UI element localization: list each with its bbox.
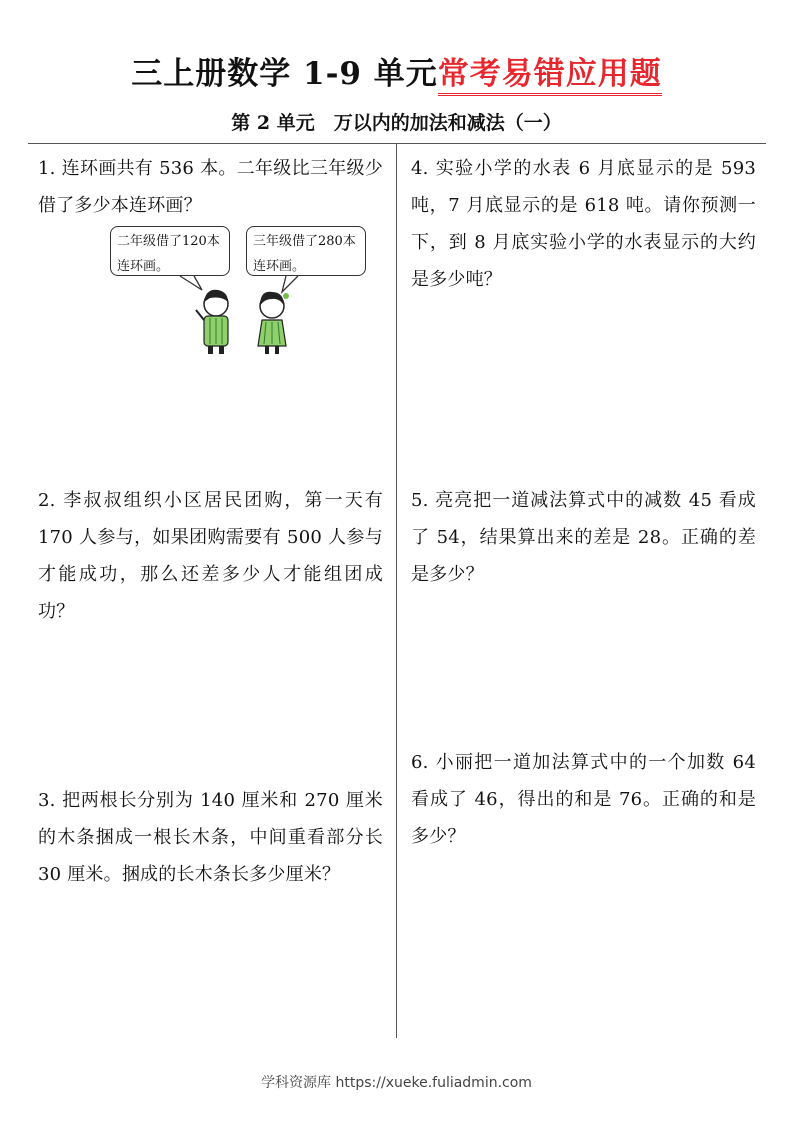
title-red: 常考易错应用题	[438, 56, 662, 96]
page-title	[0, 48, 793, 93]
question-5: 5. 亮亮把一道减法算式中的减数 45 看成了 54，结果算出来的差是 28。正确的差是多少？	[411, 490, 756, 585]
question-3: 3. 把两根长分别为 140 厘米和 270 厘米的木条捆成一根长木条，中间重看部分长 30 厘米。捆成的长木条长多少厘米？	[38, 790, 383, 885]
question-6: 6. 小丽把一道加法算式中的一个加数 64 看成了 46，得出的和是 76。正确的和是多少？	[411, 752, 756, 847]
footer-source: 学科资源库 https://xueke.fuliadmin.com	[261, 1075, 532, 1091]
column-divider	[396, 143, 397, 1038]
speech-bubble-left: 二年级借了120本连环画。	[110, 226, 230, 276]
boy-icon	[196, 290, 228, 354]
question-2: 2. 李叔叔组织小区居民团购，第一天有 170 人参与，如果团购需要有 500 人参与才能成功，那么还差多少人才能组团成功？	[38, 490, 383, 622]
question-1: 1. 连环画共有 536 本。二年级比三年级少借了多少本连环画？	[38, 158, 383, 216]
speech-bubble-right: 三年级借了280本连环画。	[246, 226, 366, 276]
question-4: 4. 实验小学的水表 6 月底显示的是 593 吨，7 月底显示的是 618 吨。请你预测一下，到 8 月底实验小学的水表显示的大约是多少吨？	[411, 158, 756, 290]
girl-icon	[258, 292, 289, 354]
top-divider	[28, 143, 766, 144]
bubble-tail-right	[282, 276, 298, 292]
children-illustration	[170, 272, 320, 356]
page-subtitle: 第 2 单元 万以内的加法和减法（一）	[231, 112, 562, 134]
title-black: 三上册数学 1-9 单元	[131, 56, 438, 92]
bubble-tail-left	[180, 276, 202, 290]
